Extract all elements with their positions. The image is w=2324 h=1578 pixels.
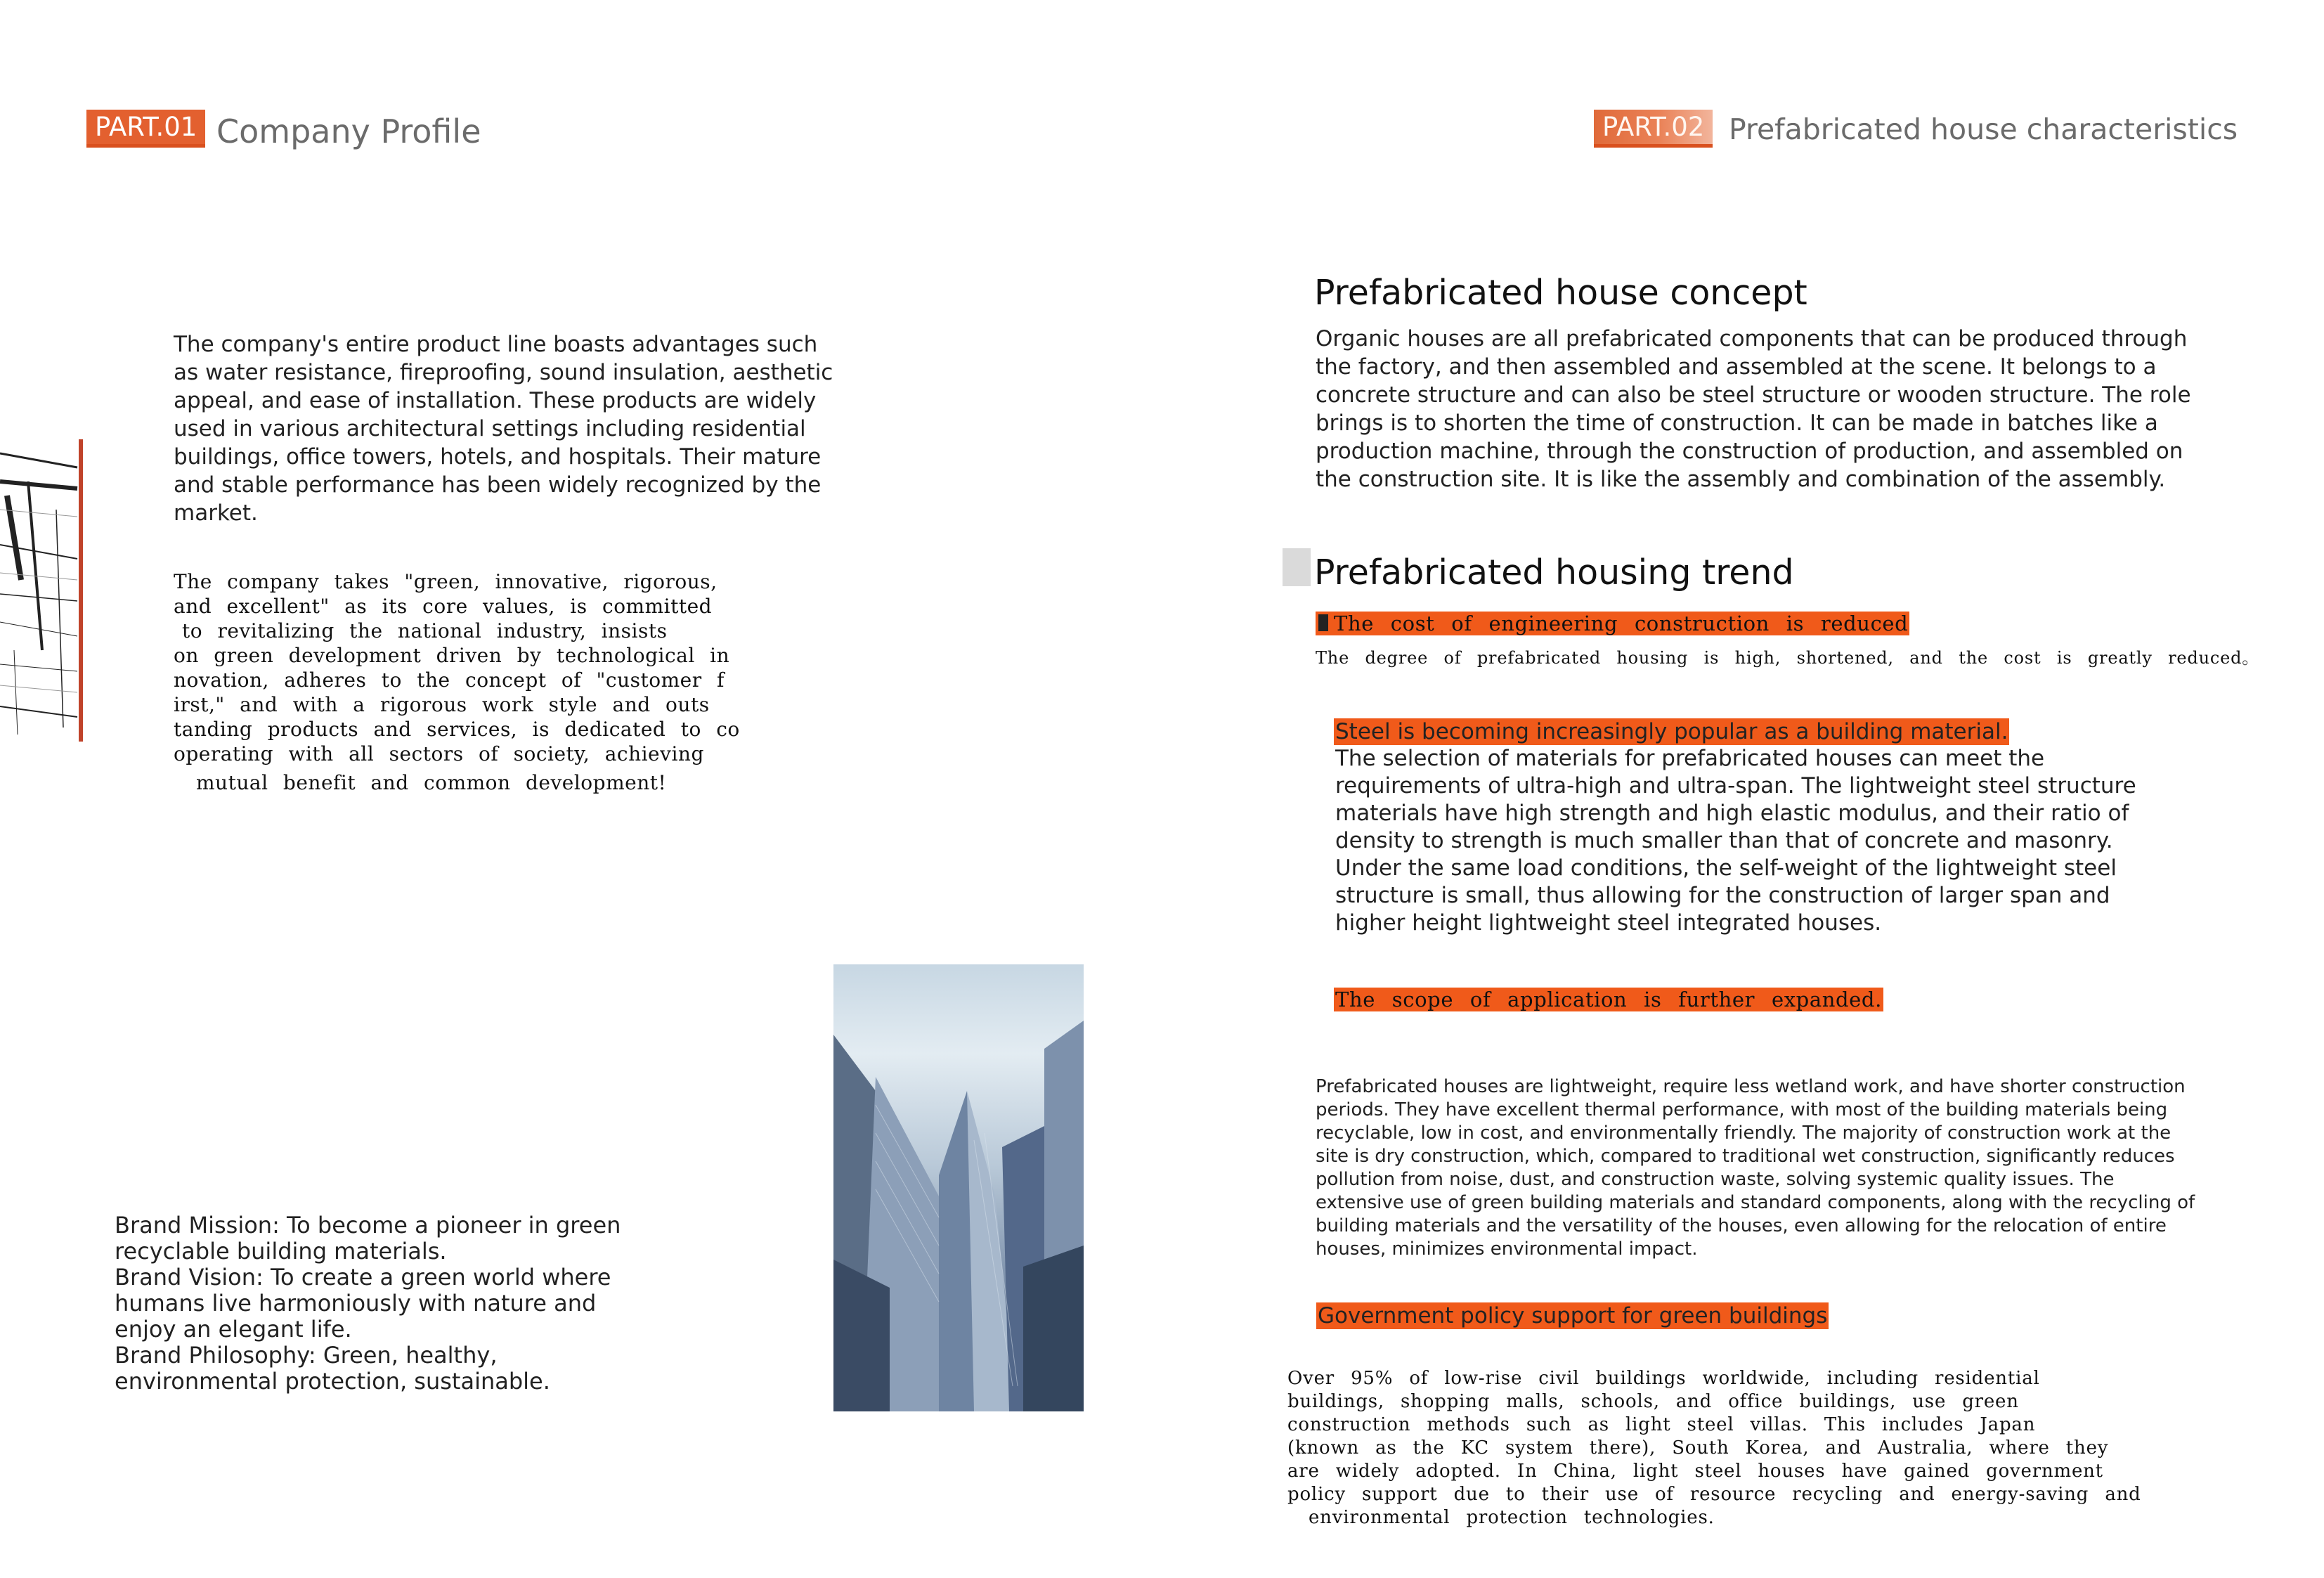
values-line: on green development driven by technological in — [174, 644, 730, 667]
trend-item-2-title-text: Steel is becoming increasingly popular as a building material. — [1335, 719, 2008, 744]
values-line: novation, adheres to the concept of "customer f — [174, 668, 725, 692]
section-marker — [1283, 548, 1311, 586]
concept-heading: Prefabricated house concept — [1314, 273, 1807, 313]
brand-vision: Brand Vision: To create a green world where humans live harmoniously with nature and enjoy an elegant life. — [115, 1264, 611, 1343]
trend-item-1-title — [1316, 612, 1909, 635]
policy-line: buildings, shopping malls, schools, and office buildings, use green — [1287, 1391, 2019, 1412]
company-profile-title: Company Profile — [216, 112, 481, 150]
values-line: mutual benefit and common development! — [196, 771, 667, 794]
trend-item-1-body: The degree of prefabricated housing is high, shortened, and the cost is greatly reduced。 — [1316, 648, 2260, 668]
brand-statements — [115, 1212, 663, 1395]
skyscrapers-image — [833, 964, 1084, 1411]
policy-line: environmental protection technologies. — [1309, 1507, 1715, 1528]
trend-item-4-title — [1316, 1302, 1829, 1329]
policy-line: construction methods such as light steel villas. This includes Japan — [1287, 1414, 2036, 1435]
company-values-paragraph — [174, 569, 848, 795]
policy-line: Over 95% of low-rise civil buildings worldwide, including residential — [1287, 1368, 2040, 1389]
brand-philosophy: Brand Philosophy: Green, healthy, environmental protection, sustainable. — [115, 1342, 550, 1395]
company-intro-paragraph: The company's entire product line boasts advantages such as water resistance, fireproofing, sound insulation, aesthetic appeal, and ease of installation. These products are widely used in various architectural settings including residential buildings, office towers, hotels, and hospitals. Their mature and stable performance has been widely recognized by the market. — [174, 332, 833, 526]
policy-line: policy support due to their use of resource recycling and energy-saving and — [1287, 1484, 2141, 1505]
trend-item-1-title-text: The cost of engineering construction is reduced — [1334, 612, 1909, 635]
values-line: and excellent" as its core values, is committed — [174, 595, 713, 618]
values-line: to revitalizing the national industry, insists — [182, 619, 668, 642]
concept-body: Organic houses are all prefabricated components that can be produced through the factory, and then assembled and assembled at the scene. It belongs to a concrete structure and can also be steel structure or wooden structure. The role brings is to shorten the time of construction. It can be made in batches like a production machine, through the construction of production, and assembled on the construction site. It is like the assembly and combination of the assembly. — [1316, 326, 2191, 492]
trend-heading: Prefabricated housing trend — [1314, 552, 1794, 593]
skyscrapers-icon — [833, 964, 1084, 1411]
values-line: tanding products and services, is dedicated to co — [174, 718, 740, 741]
architectural-sketch-image — [0, 439, 84, 742]
sketch-drawing-icon — [0, 439, 84, 742]
trend-item-4-title-text: Government policy support for green buildings — [1318, 1303, 1828, 1328]
prefab-characteristics-title: Prefabricated house characteristics — [1729, 112, 2238, 146]
trend-item-3-title-text: The scope of application is further expanded. — [1335, 988, 1882, 1011]
bullet-icon — [1317, 613, 1330, 633]
values-line: irst," and with a rigorous work style and outs — [174, 693, 710, 716]
trend-item-3-body: Prefabricated houses are lightweight, require less wetland work, and have shorter construction periods. They have excellent thermal performance, with most of the building materials being recyclable, low in cost, and environmentally friendly. The majority of construction work at the site is dry construction, which, compared to traditional wet construction, significantly reduces pollution from noise, dust, and construction waste, solving systemic quality issues. The extensive use of green building materials and standard components, along with the recycling of building materials and the versatility of the houses, even allowing for the relocation of entire houses, minimizes environmental impact. — [1316, 1076, 2195, 1260]
values-line: The company takes "green, innovative, rigorous, — [174, 570, 718, 593]
values-line: operating with all sectors of society, achieving — [174, 742, 704, 765]
part-01-badge: PART.01 — [86, 110, 205, 148]
policy-line: are widely adopted. In China, light steel houses have gained government — [1287, 1461, 2103, 1482]
policy-line: (known as the KC system there), South Korea, and Australia, where they — [1287, 1437, 2109, 1459]
brand-mission: Brand Mission: To become a pioneer in green recyclable building materials. — [115, 1212, 621, 1265]
trend-item-2-body: The selection of materials for prefabricated houses can meet the requirements of ultra-high and ultra-span. The lightweight steel structure materials have high strength and high elastic modulus, and their ratio of density to strength is much smaller than that of concrete and masonry. Under the same load conditions, the self-weight of the lightweight steel structure is small, thus allowing for the construction of larger span and higher height lightweight steel integrated houses. — [1335, 746, 2136, 936]
trend-item-3-title — [1334, 988, 1883, 1011]
part-02-badge: PART.02 — [1594, 110, 1713, 148]
trend-item-4-body — [1287, 1367, 2201, 1530]
trend-item-2-title — [1334, 718, 2009, 745]
